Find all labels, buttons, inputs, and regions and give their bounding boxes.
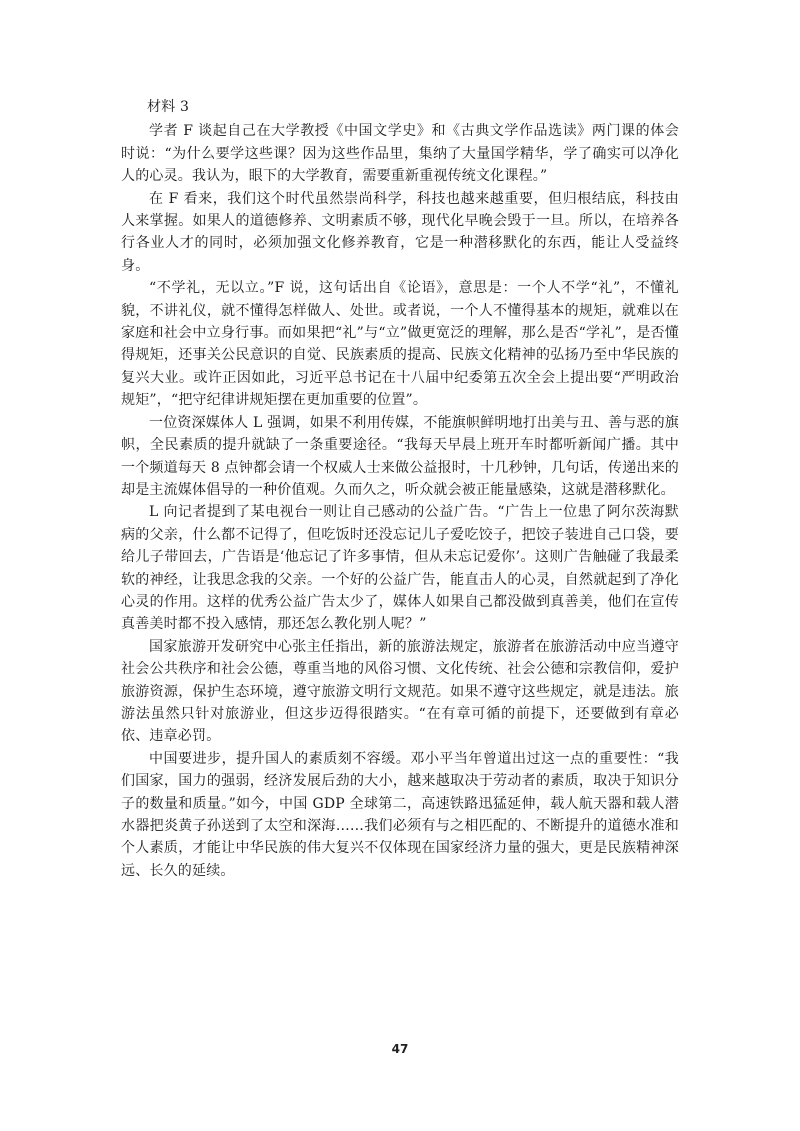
paragraph-1: 学者 F 谈起自己在大学教授《中国文学史》和《古典文学作品选读》两门课的体会时说：“为什么要学这些课？因为这些作品里，集纳了大量国学精华，学了确实可以净化人的心灵。我认为，眼下的大学教育，需要重新重视传统文化课程。” <box>121 123 679 185</box>
paragraph-4: 一位资深媒体人 L 强调，如果不利用传媒，不能旗帜鲜明地打出美与丑、善与恶的旗帜，全民素质的提升就缺了一条重要途径。“我每天早晨上班开车时都听新闻广播。其中一个频道每天 8 点钟都会请一个权威人士来做公益报时，十几秒钟，几句话，传递出来的却是主流媒体倡导的一种价值观。久而久之，听众就会被正能量感染，这就是潜移默化。 <box>121 414 680 498</box>
paragraph-6: 国家旅游开发研究中心张主任指出，新的旅游法规定，旅游者在旅游活动中应当遵守社会公共秩序和社会公德，尊重当地的风俗习惯、文化传统、社会公德和宗教信仰，爱护旅游资源，保护生态环境，遵守旅游文明行文规范。如果不遵守这些规定，就是违法。旅游法虽然只针对旅游业，但这步迈得很踏实。“在有章可循的前提下，还要做到有章必依、违章必罚。 <box>121 638 679 745</box>
paragraph-3: “不学礼，无以立。”F 说，这句话出自《论语》，意思是：一个人不学“礼”，不懂礼貌，不讲礼仪，就不懂得怎样做人、处世。或者说，一个人不懂得基本的规矩，就难以在家庭和社会中立身行事。而如果把“礼”与“立”做更宽泛的理解，那么是否“学礼”，是否懂得规矩，还事关公民意识的自觉、民族素质的提高、民族文化精神的弘扬乃至中华民族的复兴大业。或许正因如此，习近平总书记在十八届中纪委第五次全会上提出要“严明政治规矩”，“把守纪律讲规矩摆在更加重要的位置”。 <box>121 280 679 409</box>
paragraph-2: 在 F 看来，我们这个时代虽然崇尚科学，科技也越来越重要，但归根结底，科技由人来掌握。如果人的道德修养、文明素质不够，现代化早晚会毁于一旦。所以，在培养各行各业人才的同时，必须加强文化修养教育，它是一种潜移默化的东西，能让人受益终身。 <box>121 190 679 274</box>
section-heading: 材料 3 <box>147 99 190 115</box>
page-number: 47 <box>391 1042 409 1056</box>
paragraph-5: L 向记者提到了某电视台一则让自己感动的公益广告。“广告上一位患了阿尔茨海默病的父亲，什么都不记得了，但吃饭时还没忘记儿子爱吃饺子，把饺子装进自己口袋，要给儿子带回去，广告语是‘他忘记了许多事情，但从未忘记爱你’。这则广告触碰了我最柔软的神经，让我思念我的父亲。一个好的公益广告，能直击人的心灵，自然就起到了净化心灵的作用。这样的优秀公益广告太少了，媒体人如果自己都没做到真善美，他们在宣传真善美时都不投入感情，那还怎么教化别人呢？” <box>121 504 679 633</box>
paragraph-7: 中国要进步，提升国人的素质刻不容缓。邓小平当年曾道出过这一点的重要性：“我们国家，国力的强弱，经济发展后劲的大小，越来越取决于劳动者的素质，取决于知识分子的数量和质量。”如今，中国 GDP 全球第二，高速铁路迅猛延伸，载人航天器和载人潜水器把炎黄子孙送到了太空和深海……我们必须有与之相匹配的、不断提升的道德水准和个人素质，才能让中华民族的伟大复兴不仅体现在国家经济力量的强大，更是民族精神深远、长久的延续。 <box>121 750 679 879</box>
document-body <box>121 96 679 882</box>
